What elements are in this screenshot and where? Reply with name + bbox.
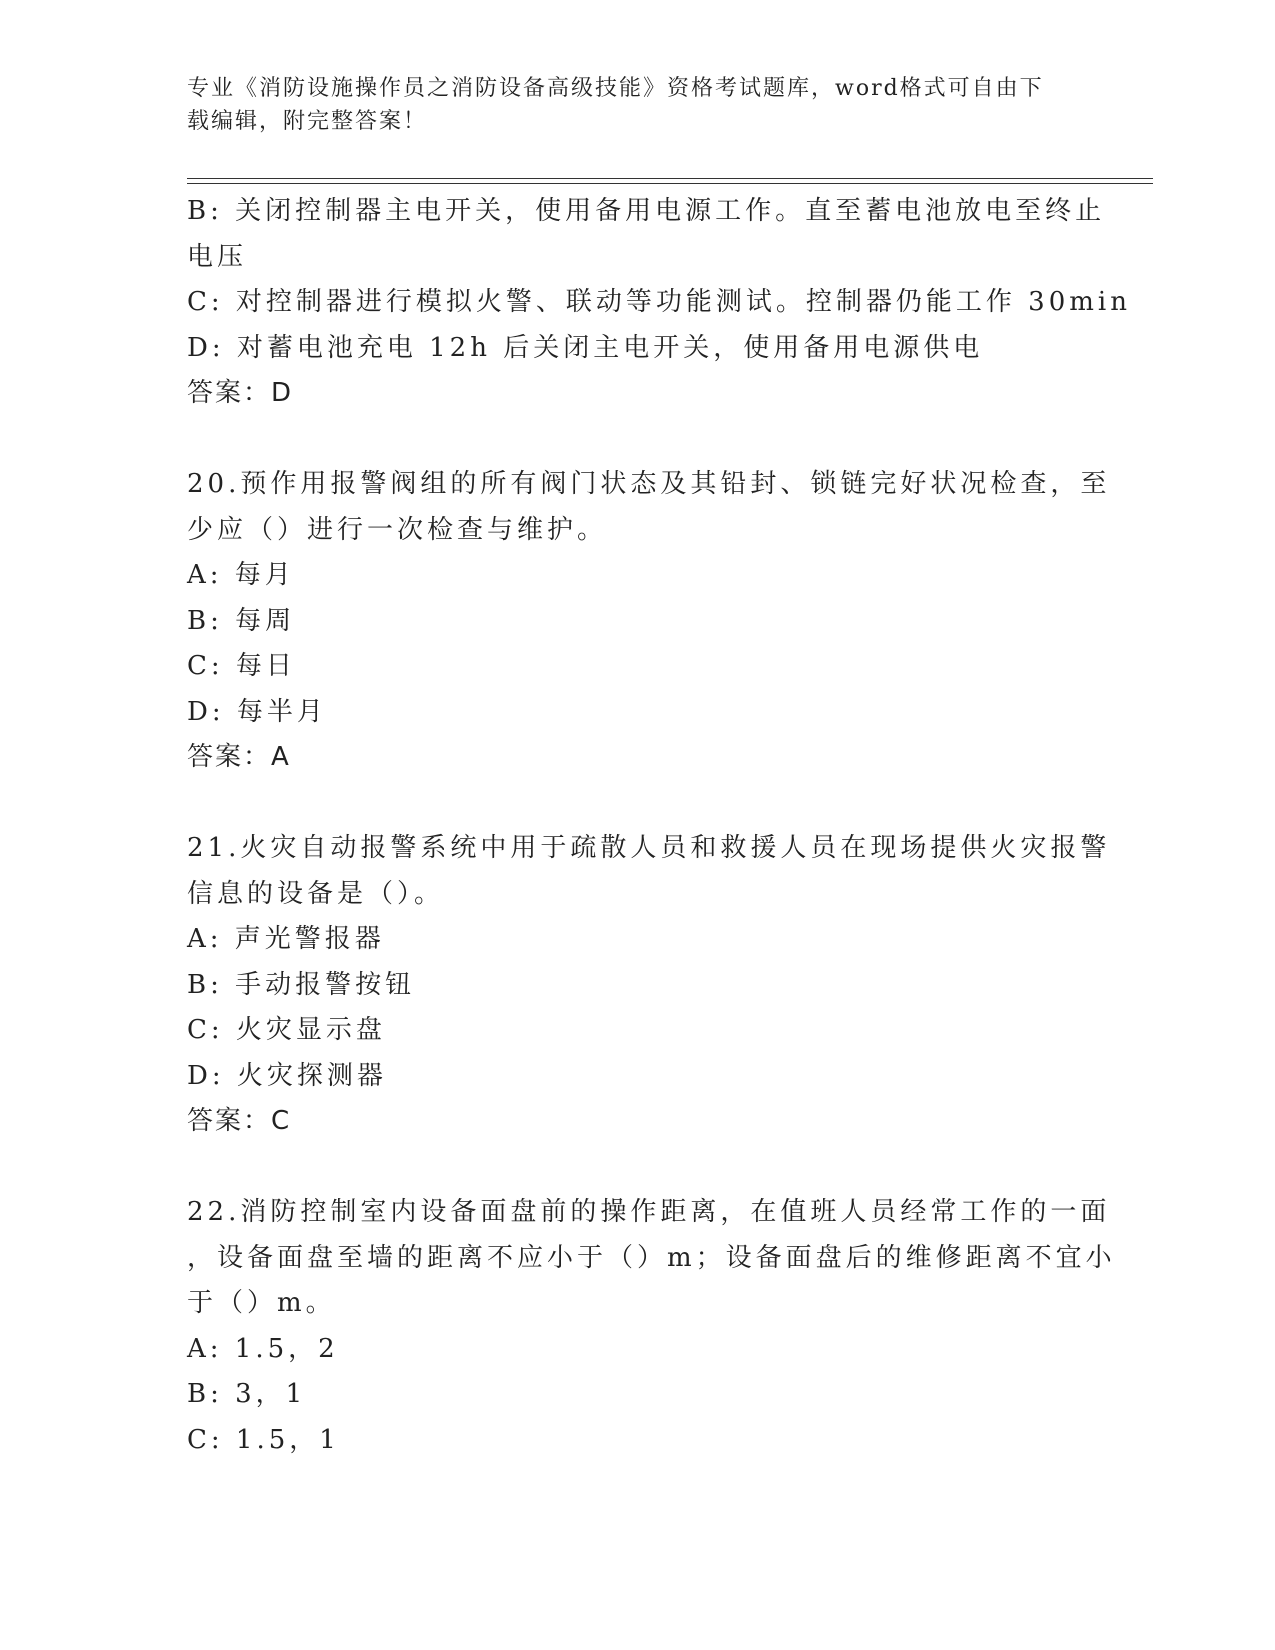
option-d: D: 火灾探测器 — [187, 1060, 387, 1091]
question-stem-continued: 少应（）进行一次检查与维护。 — [187, 514, 608, 545]
spacer — [187, 417, 1087, 463]
question-stem-continued: 信息的设备是（）。 — [187, 878, 445, 909]
option-b: B: 关闭控制器主电开关，使用备用电源工作。直至蓄电池放电至终止 — [187, 196, 1106, 226]
answer-line: 答案：C — [187, 1106, 292, 1136]
option-b: B: 3，1 — [187, 1379, 307, 1409]
option-a: A: 每月 — [187, 560, 295, 590]
spacer — [187, 781, 1087, 827]
answer-line: 答案：D — [187, 378, 294, 408]
option-c: C: 1.5，1 — [187, 1424, 340, 1455]
header-line-2: 载编辑，附完整答案！ — [187, 109, 428, 134]
question-22 — [187, 1190, 1116, 1463]
question-stem: 22.消防控制室内设备面盘前的操作距离，在值班人员经常工作的一面 — [187, 1197, 1111, 1227]
option-a: A: 1.5，2 — [187, 1333, 339, 1364]
question-20 — [187, 462, 1111, 781]
option-a: A: 声光警报器 — [187, 924, 385, 954]
question-stem-continued: ，设备面盘至墙的距离不应小于（）m；设备面盘后的维修距离不宜小 — [187, 1242, 1116, 1273]
header-line-1: 专业《消防设施操作员之消防设备高级技能》资格考试题库，word格式可自由下 — [187, 76, 1044, 101]
spacer — [187, 1145, 1087, 1191]
option-b: B: 每周 — [187, 605, 296, 636]
option-b: B: 手动报警按钮 — [187, 969, 416, 1000]
question-list — [187, 189, 1131, 1463]
header-divider-top — [187, 178, 1153, 179]
question-stem-continued: 于（）m。 — [187, 1288, 336, 1318]
option-c: C: 火灾显示盘 — [187, 1015, 386, 1045]
header-divider-bottom — [187, 183, 1153, 184]
option-c: C: 对控制器进行模拟火警、联动等功能测试。控制器仍能工作 30min — [187, 287, 1131, 317]
option-c: C: 每日 — [187, 651, 296, 681]
question-21 — [187, 826, 1111, 1145]
answer-line: 答案：A — [187, 742, 291, 772]
option-d: D: 对蓄电池充电 12h 后关闭主电开关，使用备用电源供电 — [187, 332, 984, 363]
document-header — [187, 72, 1087, 138]
question-19-continued — [187, 189, 1131, 417]
option-d: D: 每半月 — [187, 696, 327, 727]
option-b-continued: 电压 — [187, 241, 248, 272]
question-stem: 20.预作用报警阀组的所有阀门状态及其铅封、锁链完好状况检查，至 — [187, 469, 1111, 499]
question-stem: 21.火灾自动报警系统中用于疏散人员和救援人员在现场提供火灾报警 — [187, 833, 1111, 863]
